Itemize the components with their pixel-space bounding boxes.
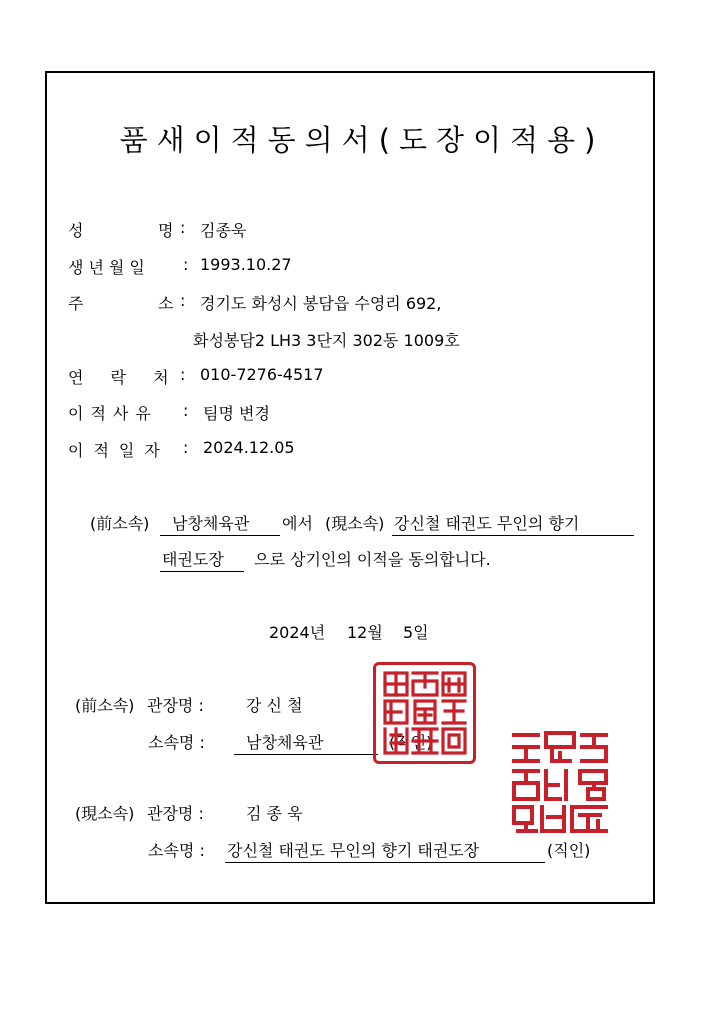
contact-value: 010-7276-4517 — [200, 365, 324, 384]
reason-label: 이적사유 — [68, 404, 158, 423]
name-label-b: 명 — [158, 221, 174, 240]
date-label: 이적일자 — [68, 441, 170, 460]
name-value: 김종욱 — [200, 221, 247, 240]
birth-label: 생년월일 — [68, 258, 150, 277]
consent-closing: 으로 상기인의 이적을 동의합니다. — [254, 550, 491, 569]
address-colon: : — [180, 291, 186, 310]
curr-section-tag: (現소속) — [75, 804, 135, 823]
consent-curr-org-line2 — [160, 547, 244, 572]
name-colon: : — [180, 218, 186, 237]
curr-official-seal — [508, 727, 612, 839]
curr-stamp-text: (직인) — [547, 841, 591, 860]
address-label-a: 주 — [68, 294, 84, 313]
prev-director-name: 강 신 철 — [246, 696, 303, 715]
curr-director-label: 관장명 : — [147, 804, 204, 823]
consent-curr-org-line2-text: 태권도장 — [162, 550, 224, 569]
consent-curr-org-line1 — [392, 511, 634, 536]
date-value: 2024.12.05 — [203, 438, 295, 457]
address-label-b: 소 — [158, 294, 174, 313]
signing-year: 2024년 — [269, 623, 326, 642]
address-line2: 화성봉담2 LH3 3단지 302동 1009호 — [193, 331, 460, 350]
contact-colon: : — [180, 365, 186, 384]
name-label-a: 성 — [68, 221, 84, 240]
consent-from-text: 에서 — [282, 514, 313, 533]
prev-org-label: 소속명 : — [148, 733, 205, 752]
reason-value: 팀명 변경 — [203, 404, 270, 423]
curr-org-label: 소속명 : — [148, 841, 205, 860]
date-colon: : — [183, 438, 189, 457]
seal-script-glyphs-icon — [379, 667, 471, 759]
consent-curr-tag: (現소속) — [325, 514, 385, 533]
prev-org-name-text: 남창체육관 — [246, 733, 324, 752]
curr-org-name — [225, 838, 545, 863]
prev-official-seal — [373, 662, 476, 764]
signing-month: 12월 — [347, 623, 383, 642]
document-title: 품새이적동의서(도장이적용) — [119, 123, 605, 157]
consent-prev-tag: (前소속) — [90, 514, 150, 533]
curr-director-name: 김 종 욱 — [246, 804, 303, 823]
consent-prev-org-text: 남창체육관 — [172, 514, 250, 533]
prev-org-name — [234, 730, 378, 755]
prev-stamp-text: (직인) — [389, 733, 433, 752]
birth-value: 1993.10.27 — [200, 255, 292, 274]
reason-colon: : — [183, 401, 189, 420]
prev-director-label: 관장명 : — [147, 696, 204, 715]
seal-script-name-icon — [508, 727, 612, 839]
contact-label: 연 락 처 — [68, 368, 169, 387]
prev-section-tag: (前소속) — [75, 696, 135, 715]
address-line1: 경기도 화성시 봉담읍 수영리 692, — [200, 294, 442, 313]
signing-day: 5일 — [403, 623, 429, 642]
consent-prev-org — [160, 511, 280, 536]
consent-curr-org-line1-text: 강신철 태권도 무인의 향기 — [394, 514, 580, 533]
curr-org-name-text: 강신철 태권도 무인의 향기 태권도장 — [227, 841, 480, 860]
birth-colon: : — [183, 255, 189, 274]
